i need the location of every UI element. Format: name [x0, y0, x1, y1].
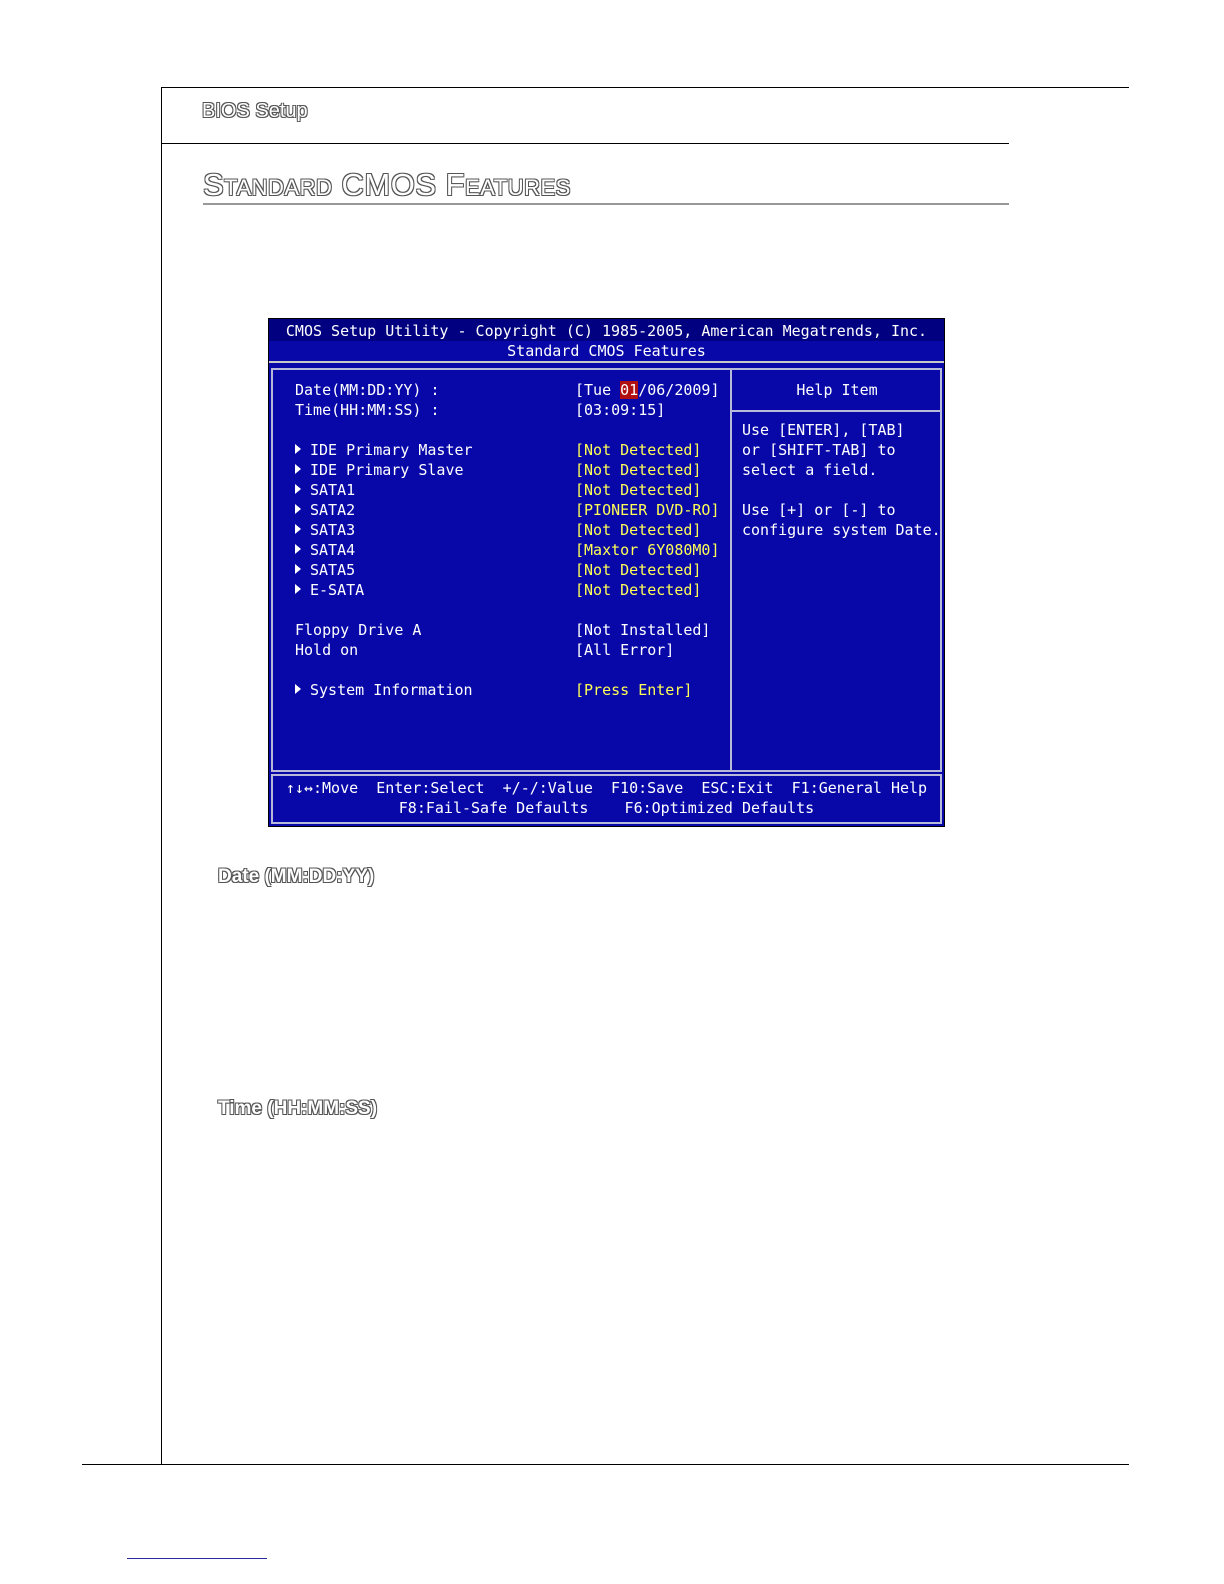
help-divider	[732, 410, 942, 412]
submenu-arrow-icon	[295, 504, 301, 514]
hold-on-value[interactable]: [All Error]	[575, 641, 675, 659]
submenu-arrow-icon	[295, 484, 301, 494]
time-value[interactable]: [03:09:15]	[575, 401, 666, 419]
date-month-highlight[interactable]: 01	[620, 381, 639, 399]
e-sata-value: [Not Detected]	[575, 581, 702, 599]
hold-on-label: Hold on	[295, 641, 359, 659]
left-margin-rule	[161, 87, 162, 1465]
bios-key-legend	[271, 774, 942, 824]
menu-item-ide-primary-master[interactable]: IDE Primary Master	[295, 440, 473, 460]
bios-subtitle: Standard CMOS Features	[507, 342, 706, 360]
date-value[interactable]	[575, 380, 720, 400]
menu-item-ide-primary-slave[interactable]: IDE Primary Slave	[295, 460, 464, 480]
floppy-drive-label: Floppy Drive A	[295, 621, 422, 639]
bottom-rule	[82, 1464, 1129, 1465]
menu-item-sata2[interactable]: SATA2	[295, 500, 355, 520]
section-title: Standard CMOS Features	[203, 167, 571, 202]
submenu-arrow-icon	[295, 524, 301, 534]
menu-item-sata3[interactable]: SATA3	[295, 520, 355, 540]
sata3-value: [Not Detected]	[575, 521, 702, 539]
menu-item-sata1[interactable]: SATA1	[295, 480, 355, 500]
system-information-value: [Press Enter]	[575, 681, 693, 699]
subheading-date: Date (MM:DD:YY)	[218, 866, 375, 887]
help-text-line: select a field.	[742, 461, 878, 479]
menu-item-e-sata[interactable]: E-SATA	[295, 580, 364, 600]
time-label: Time(HH:MM:SS) :	[295, 401, 440, 419]
subheading-time: Time (HH:MM:SS)	[218, 1098, 378, 1119]
panel-divider	[730, 370, 732, 770]
help-text-line: configure system Date.	[742, 521, 941, 539]
menu-item-sata4[interactable]: SATA4	[295, 540, 355, 560]
menu-item-sata5[interactable]: SATA5	[295, 560, 355, 580]
submenu-arrow-icon	[295, 584, 301, 594]
bios-screen	[268, 318, 945, 827]
submenu-arrow-icon	[295, 544, 301, 554]
footer-rule	[127, 1558, 267, 1559]
running-header: BIOS Setup	[202, 100, 308, 122]
ide-primary-slave-value: [Not Detected]	[575, 461, 702, 479]
ide-primary-master-value: [Not Detected]	[575, 441, 702, 459]
date-suffix: /06/2009]	[638, 381, 720, 399]
date-prefix: [Tue	[575, 381, 621, 399]
date-label: Date(MM:DD:YY) :	[295, 381, 440, 399]
key-legend-line-1: ↑↓↔:Move Enter:Select +/-/:Value F10:Save ESC:Exit F1:General Help	[285, 779, 928, 797]
menu-item-system-information[interactable]: System Information	[295, 680, 473, 700]
sata4-value: [Maxtor 6Y080M0]	[575, 541, 720, 559]
top-rule	[161, 87, 1129, 88]
section-title-rule	[203, 203, 1009, 205]
submenu-arrow-icon	[295, 684, 301, 694]
bios-title-bar: CMOS Setup Utility - Copyright (C) 1985-2005, American Megatrends, Inc.	[269, 319, 944, 341]
submenu-arrow-icon	[295, 444, 301, 454]
bios-title-separator	[269, 361, 944, 363]
submenu-arrow-icon	[295, 464, 301, 474]
sata2-value: [PIONEER DVD-RO]	[575, 501, 720, 519]
help-item-title: Help Item	[796, 381, 878, 399]
sata1-value: [Not Detected]	[575, 481, 702, 499]
key-legend-line-2: F8:Fail-Safe Defaults F6:Optimized Defaults	[398, 799, 815, 817]
sata5-value: [Not Detected]	[575, 561, 702, 579]
help-text-line: or [SHIFT-TAB] to	[742, 441, 896, 459]
submenu-arrow-icon	[295, 564, 301, 574]
floppy-drive-value[interactable]: [Not Installed]	[575, 621, 711, 639]
bios-main-panel	[271, 368, 942, 772]
header-rule	[161, 143, 1009, 144]
help-text-line: Use [ENTER], [TAB]	[742, 421, 905, 439]
help-text-line: Use [+] or [-] to	[742, 501, 896, 519]
